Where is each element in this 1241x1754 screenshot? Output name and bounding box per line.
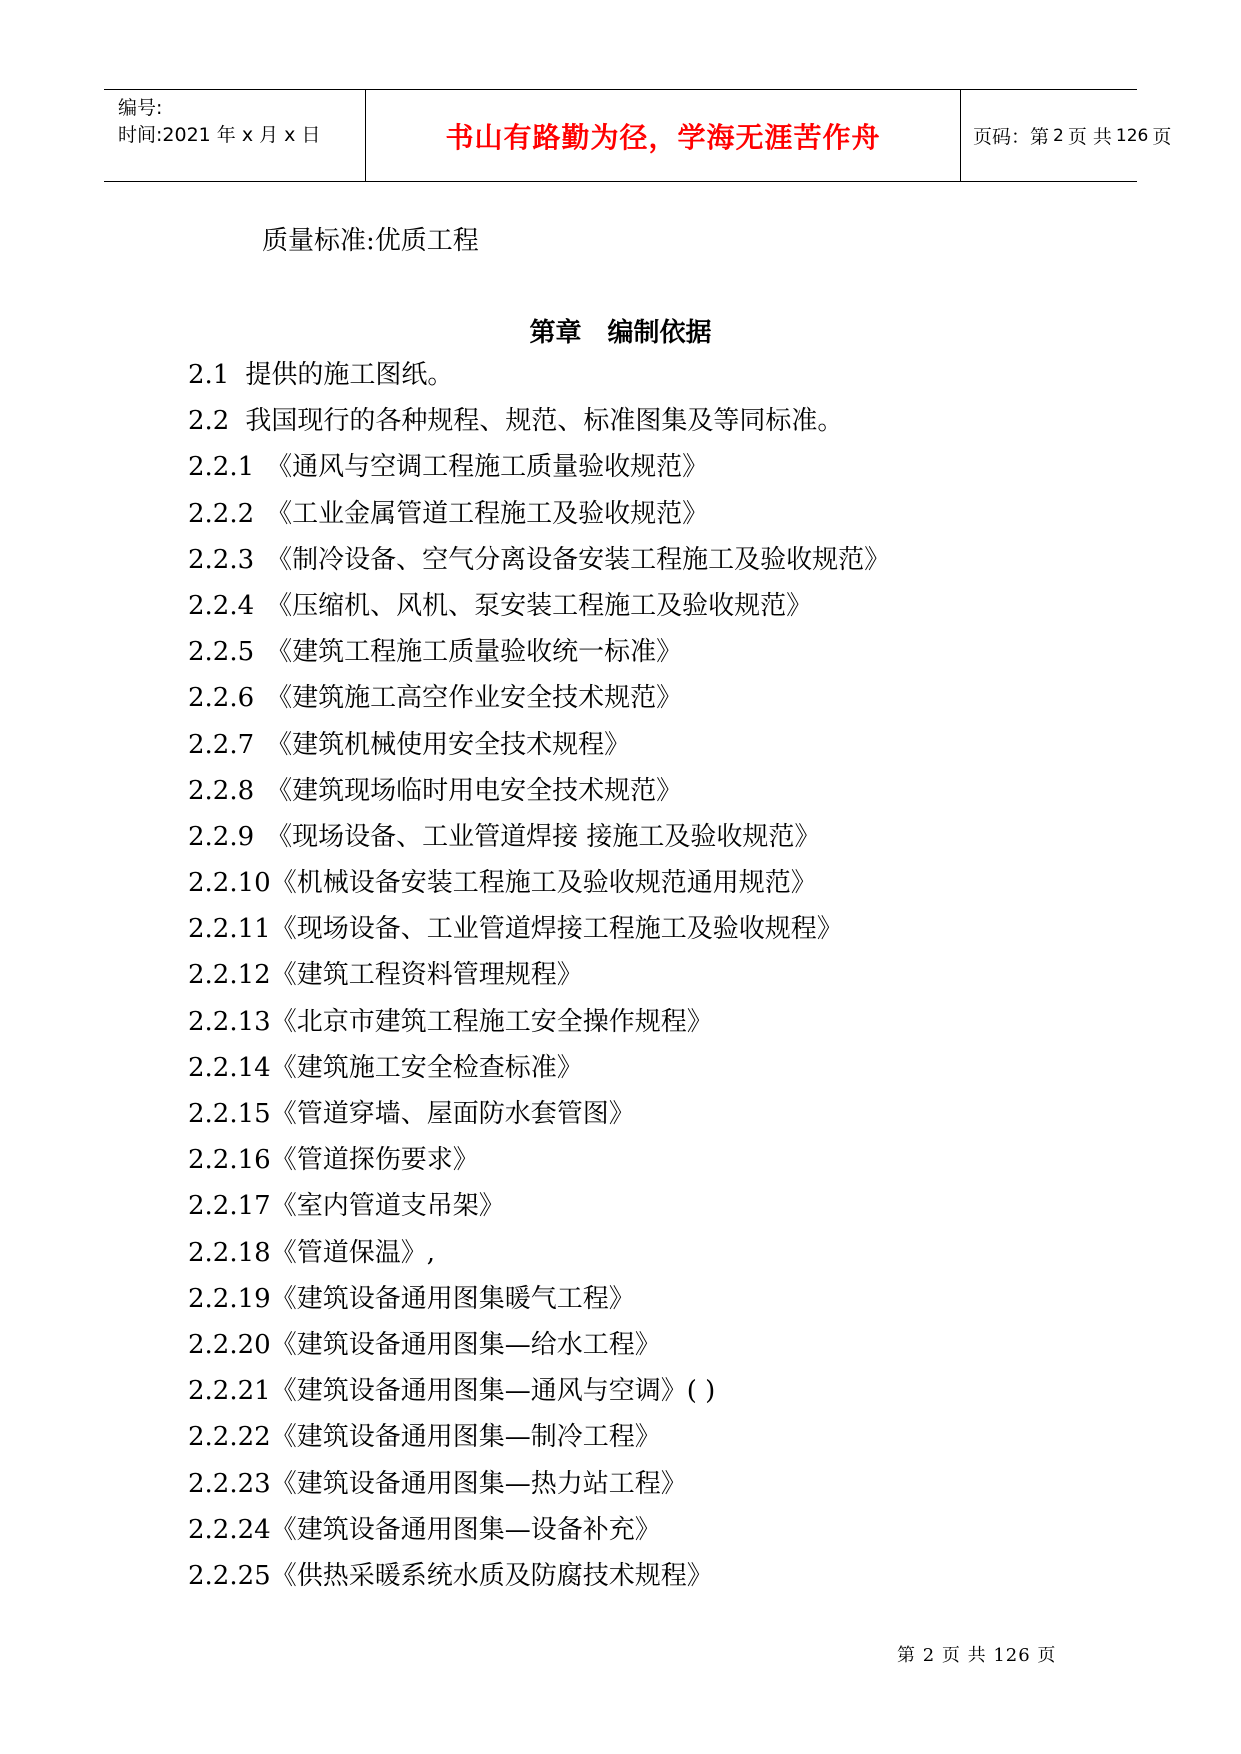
list-item — [188, 583, 890, 629]
item-text: 《建筑设备通用图集—制冷工程》 — [270, 1422, 661, 1453]
item-number: 2.2.17 — [188, 1191, 271, 1222]
list-item — [188, 1230, 890, 1276]
item-number: 2.2.12 — [188, 960, 271, 991]
list-item — [188, 1553, 890, 1599]
list-item — [188, 814, 890, 860]
item-number: 2.2.10 — [188, 868, 271, 899]
item-text: 《压缩机、风机、泵安装工程施工及验收规范》 — [266, 590, 813, 621]
item-text: 《管道探伤要求》 — [270, 1145, 479, 1176]
chapter-title: 第章 编制依据 — [529, 318, 712, 348]
item-number: 2.2.16 — [188, 1145, 271, 1176]
list-item — [188, 1045, 890, 1091]
list-item — [188, 952, 890, 998]
item-text: 《建筑施工高空作业安全技术规范》 — [266, 683, 683, 714]
item-text: 《管道穿墙、屋面防水套管图》 — [270, 1099, 635, 1129]
time-label: 时间:2021 年 x 月 x 日 — [118, 124, 321, 146]
page-suffix: 页 — [1152, 126, 1172, 148]
item-number: 2.2.21 — [188, 1376, 271, 1407]
item-text: 《工业金属管道工程施工及验收规范》 — [266, 498, 709, 529]
item-text: 《现场设备、工业管道焊接工程施工及验收规程》 — [270, 914, 843, 945]
item-number: 2.2.5 — [188, 637, 255, 668]
item-text: 《建筑现场临时用电安全技术规范》 — [266, 775, 683, 806]
item-number: 2.2.20 — [188, 1329, 271, 1360]
item-text: 《北京市建筑工程施工安全操作规程》 — [270, 1006, 713, 1037]
item-text: 《建筑设备通用图集—通风与空调》( ) — [270, 1376, 716, 1407]
item-number: 2.2.3 — [188, 544, 255, 575]
list-item — [188, 1091, 890, 1137]
list-item — [188, 629, 890, 675]
list-item — [188, 1368, 890, 1414]
item-text: 我国现行的各种规程、规范、标准图集及等同标准。 — [245, 406, 844, 437]
item-number: 2.2.1 — [188, 452, 255, 483]
page-current: 2 — [1053, 125, 1064, 146]
list-item — [188, 1414, 890, 1460]
page-header — [104, 89, 1172, 182]
header-motto: 书山有路勤为径，学海无涯苦作舟 — [366, 90, 961, 181]
item-number: 2.2.24 — [188, 1514, 271, 1545]
item-text: 《供热采暖系统水质及防腐技术规程》 — [270, 1560, 713, 1591]
list-item — [188, 906, 890, 952]
item-text: 《通风与空调工程施工质量验收规范》 — [266, 452, 709, 483]
item-text: 《室内管道支吊架》 — [270, 1191, 505, 1222]
item-number: 2.2.19 — [188, 1283, 271, 1314]
item-number: 2.2.22 — [188, 1422, 271, 1453]
item-text: 《建筑设备通用图集—热力站工程》 — [270, 1468, 687, 1499]
list-item — [188, 1183, 890, 1229]
list-item — [188, 1507, 890, 1553]
list-item — [188, 999, 890, 1045]
item-text: 《建筑设备通用图集—设备补充》 — [270, 1514, 661, 1545]
item-number: 2.2.23 — [188, 1468, 271, 1499]
item-text: 《管道保温》, — [270, 1237, 435, 1268]
list-item — [188, 768, 890, 814]
page-total: 126 — [1115, 125, 1149, 146]
item-number: 2.2.25 — [188, 1560, 271, 1591]
reference-list — [188, 352, 890, 1599]
item-text: 《机械设备安装工程施工及验收规范通用规范》 — [270, 868, 817, 899]
list-item — [188, 537, 890, 583]
item-number: 2.2.7 — [188, 729, 255, 760]
item-number: 2.2.18 — [188, 1237, 271, 1268]
page-prefix: 页码：第 — [973, 126, 1050, 148]
list-item — [188, 491, 890, 537]
page-footer: 第 2 页 共 126 页 — [897, 1645, 1057, 1666]
item-text: 《建筑施工安全检查标准》 — [270, 1052, 583, 1083]
list-item — [188, 1276, 890, 1322]
item-number: 2.2.11 — [188, 914, 271, 945]
item-number: 2.2 — [188, 406, 230, 437]
item-number: 2.2.8 — [188, 775, 255, 806]
list-item — [188, 675, 890, 721]
quality-standard: 质量标准:优质工程 — [262, 226, 479, 256]
item-number: 2.2.13 — [188, 1006, 271, 1037]
list-item — [188, 444, 890, 490]
list-item — [188, 1322, 890, 1368]
list-item — [188, 1461, 890, 1507]
list-item — [188, 722, 890, 768]
header-page-info — [961, 90, 1172, 181]
item-text: 《建筑机械使用安全技术规程》 — [266, 729, 631, 760]
list-item — [188, 1137, 890, 1183]
item-number: 2.2.6 — [188, 683, 255, 714]
item-number: 2.2.15 — [188, 1099, 271, 1129]
item-text: 提供的施工图纸。 — [245, 360, 454, 390]
item-text: 《建筑工程资料管理规程》 — [270, 960, 583, 991]
item-text: 《建筑设备通用图集暖气工程》 — [270, 1283, 635, 1314]
header-meta — [104, 90, 366, 181]
item-number: 2.2.2 — [188, 498, 255, 529]
item-text: 《现场设备、工业管道焊接 接施工及验收规范》 — [266, 821, 821, 852]
item-text: 《建筑工程施工质量验收统一标准》 — [266, 637, 683, 668]
item-number: 2.1 — [188, 360, 230, 390]
list-item — [188, 352, 890, 398]
list-item — [188, 860, 890, 906]
number-label: 编号: — [118, 97, 163, 119]
page-middle: 页 共 — [1067, 126, 1112, 148]
item-number: 2.2.9 — [188, 821, 255, 852]
list-item — [188, 398, 890, 444]
item-text: 《制冷设备、空气分离设备安装工程施工及验收规范》 — [266, 544, 891, 575]
item-number: 2.2.4 — [188, 590, 255, 621]
item-text: 《建筑设备通用图集—给水工程》 — [270, 1329, 661, 1360]
item-number: 2.2.14 — [188, 1052, 271, 1083]
